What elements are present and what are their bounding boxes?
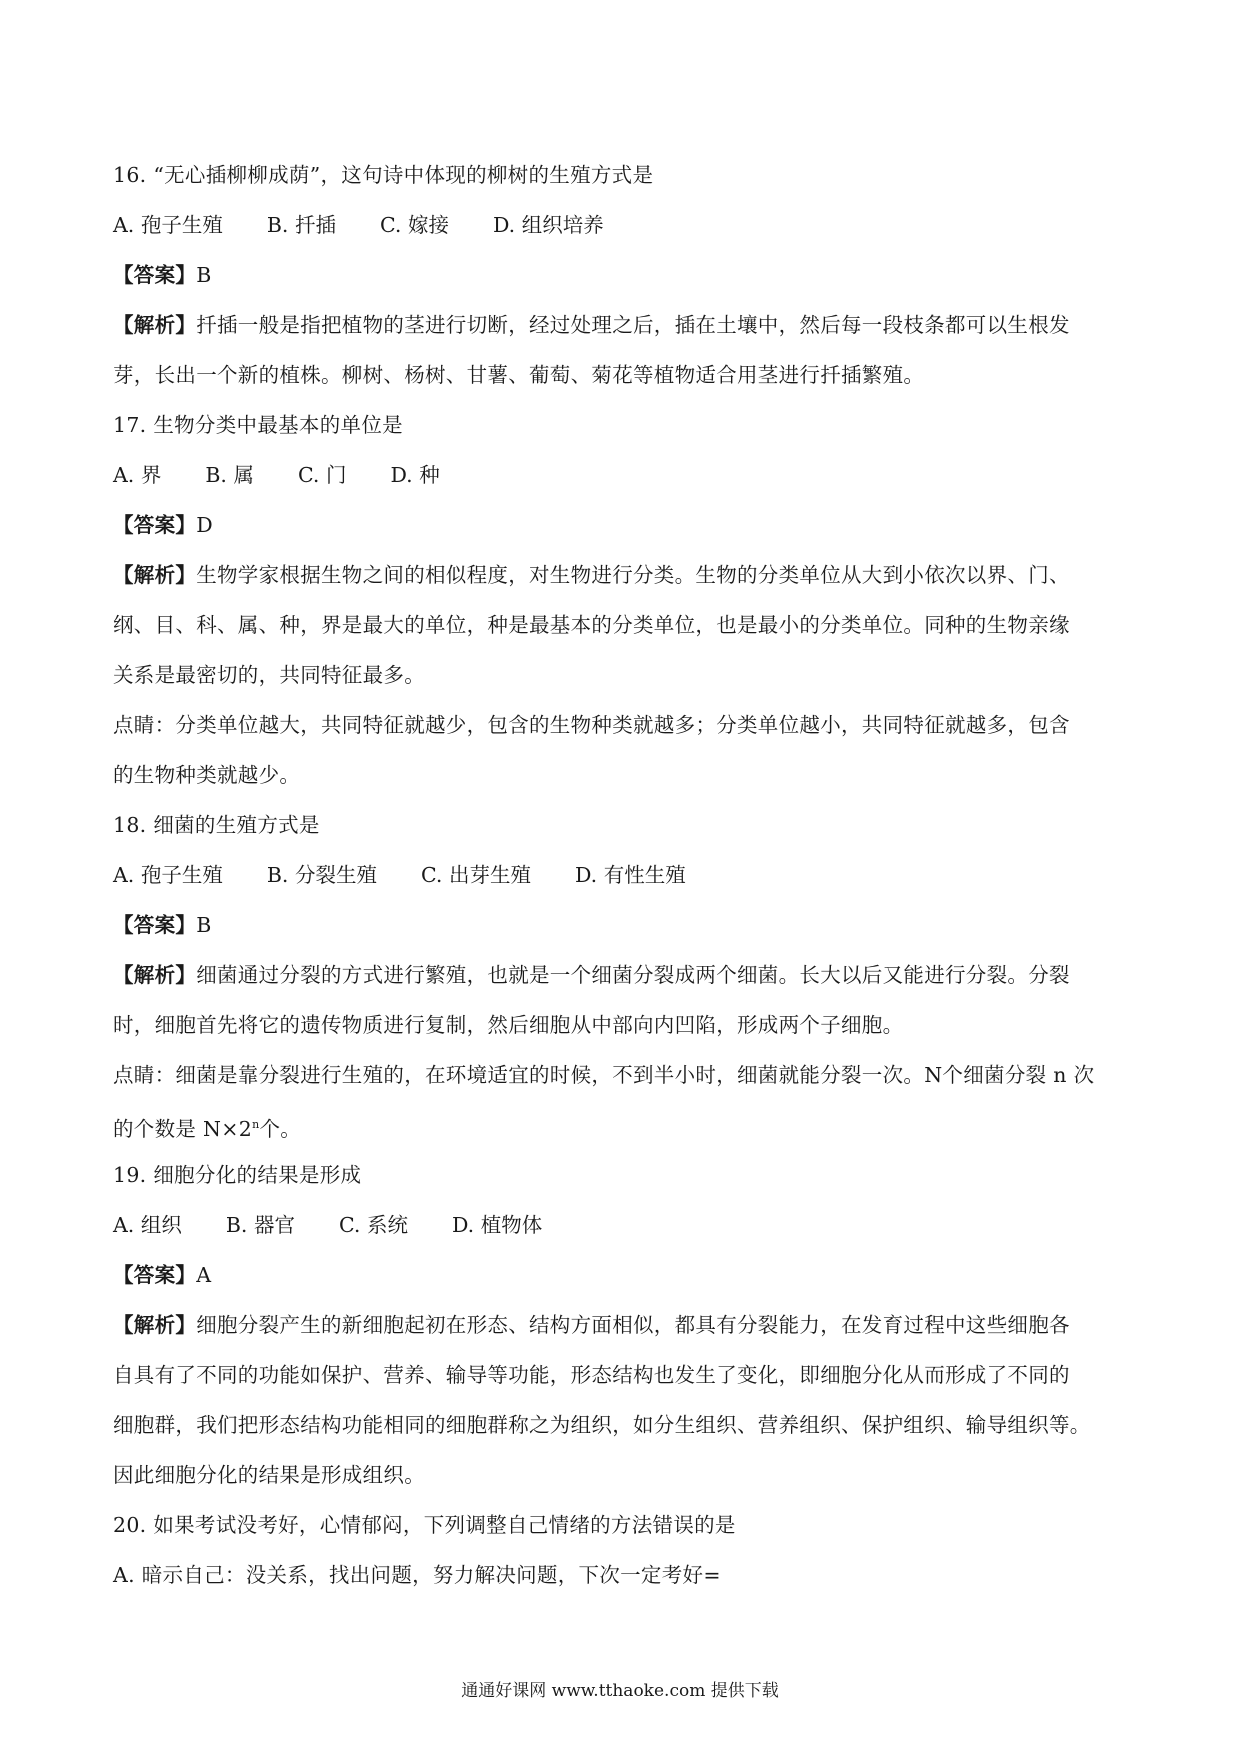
- question-19-analysis-line: 自具有了不同的功能如保护、营养、输导等功能，形态结构也发生了变化，即细胞分化从而形成了不同的: [113, 1363, 1070, 1387]
- question-19-options: [113, 1200, 1137, 1250]
- analysis-text: 扦插一般是指把植物的茎进行切断，经过处理之后，插在土壤中，然后每一段枝条都可以生根发: [196, 313, 1070, 337]
- question-17-analysis-line: [113, 550, 1137, 600]
- question-17-stem: 17. 生物分类中最基本的单位是: [113, 413, 403, 437]
- question-18-note-line: 点睛：细菌是靠分裂进行生殖的，在环境适宜的时候，不到半小时，细菌就能分裂一次。N个细菌分裂 n 次: [113, 1063, 1095, 1087]
- analysis-tag: 【解析】: [113, 1313, 197, 1337]
- question-16-analysis-line: 芽，长出一个新的植株。柳树、杨树、甘薯、葡萄、菊花等植物适合用茎进行扦插繁殖。: [113, 363, 925, 387]
- analysis-tag: 【解析】: [113, 963, 197, 987]
- option-b: B. 属: [205, 463, 254, 487]
- option-c: C. 系统: [338, 1213, 408, 1237]
- exponent: n: [252, 1118, 260, 1131]
- question-18-options: [113, 850, 1137, 900]
- question-19-analysis-line: 细胞群，我们把形态结构功能相同的细胞群称之为组织，如分生组织、营养组织、保护组织、输导组织等。: [113, 1413, 1091, 1437]
- analysis-text: 生物学家根据生物之间的相似程度，对生物进行分类。生物的分类单位从大到小依次以界、门、: [196, 563, 1070, 587]
- question-18-stem: 18. 细菌的生殖方式是: [113, 813, 320, 837]
- question-content: [113, 150, 1137, 1600]
- option-d: D. 有性生殖: [574, 863, 686, 887]
- answer-tag: 【答案】: [113, 513, 197, 537]
- question-16-stem: 16. “无心插柳柳成荫”，这句诗中体现的柳树的生殖方式是: [113, 163, 654, 187]
- question-19-stem: 19. 细胞分化的结果是形成: [113, 1163, 362, 1187]
- question-17-note-line: 点睛：分类单位越大，共同特征就越少，包含的生物种类就越多；分类单位越小，共同特征就越多，包含: [113, 713, 1070, 737]
- option-c: C. 出芽生殖: [420, 863, 531, 887]
- question-17-analysis-line: 关系是最密切的，共同特征最多。: [113, 663, 425, 687]
- page-footer: 通通好课网 www.tthaoke.com 提供下载: [461, 1681, 779, 1701]
- analysis-tag: 【解析】: [113, 563, 197, 587]
- option-a: A. 界: [113, 463, 162, 487]
- option-c: C. 门: [297, 463, 347, 487]
- answer-value: B: [196, 913, 212, 937]
- answer-tag: 【答案】: [113, 1263, 197, 1287]
- note-text: 个。: [259, 1117, 302, 1141]
- answer-tag: 【答案】: [113, 263, 197, 287]
- question-20-stem: 20. 如果考试没考好，心情郁闷，下列调整自己情绪的方法错误的是: [113, 1513, 736, 1537]
- option-b: B. 器官: [225, 1213, 295, 1237]
- analysis-tag: 【解析】: [113, 313, 197, 337]
- question-19-analysis-line: [113, 1300, 1137, 1350]
- analysis-text: 细胞分裂产生的新细胞起初在形态、结构方面相似，都具有分裂能力，在发育过程中这些细胞各: [196, 1313, 1070, 1337]
- option-d: D. 种: [390, 463, 440, 487]
- option-a: A. 组织: [113, 1213, 182, 1237]
- question-19-answer: [113, 1250, 1137, 1300]
- question-16-options: [113, 200, 1137, 250]
- question-17-analysis-line: 纲、目、科、属、种，界是最大的单位，种是最基本的分类单位，也是最小的分类单位。同种的生物亲缘: [113, 613, 1070, 637]
- question-16-answer: [113, 250, 1137, 300]
- question-17-answer: [113, 500, 1137, 550]
- answer-value: B: [196, 263, 212, 287]
- option-d: D. 组织培养: [492, 213, 604, 237]
- question-18-note-line: [113, 1100, 1137, 1150]
- question-17-options: [113, 450, 1137, 500]
- question-18-answer: [113, 900, 1137, 950]
- question-17-note-line: 的生物种类就越少。: [113, 763, 301, 787]
- option-d: D. 植物体: [451, 1213, 543, 1237]
- question-18-analysis-line: 时，细胞首先将它的遗传物质进行复制，然后细胞从中部向内凹陷，形成两个子细胞。: [113, 1013, 904, 1037]
- question-18-analysis-line: [113, 950, 1137, 1000]
- note-text: 的个数是 N×2: [113, 1117, 253, 1141]
- option-a: A. 孢子生殖: [113, 863, 223, 887]
- answer-value: A: [196, 1263, 212, 1287]
- answer-value: D: [196, 513, 213, 537]
- option-a: A. 孢子生殖: [113, 213, 223, 237]
- analysis-text: 细菌通过分裂的方式进行繁殖，也就是一个细菌分裂成两个细菌。长大以后又能进行分裂。分裂: [196, 963, 1070, 987]
- question-20-option-a: A. 暗示自己：没关系，找出问题，努力解决问题，下次一定考好=: [113, 1563, 721, 1587]
- question-16-analysis-line: [113, 300, 1137, 350]
- answer-tag: 【答案】: [113, 913, 197, 937]
- option-b: B. 扦插: [266, 213, 336, 237]
- question-19-analysis-line: 因此细胞分化的结果是形成组织。: [113, 1463, 425, 1487]
- option-b: B. 分裂生殖: [266, 863, 377, 887]
- option-c: C. 嫁接: [379, 213, 449, 237]
